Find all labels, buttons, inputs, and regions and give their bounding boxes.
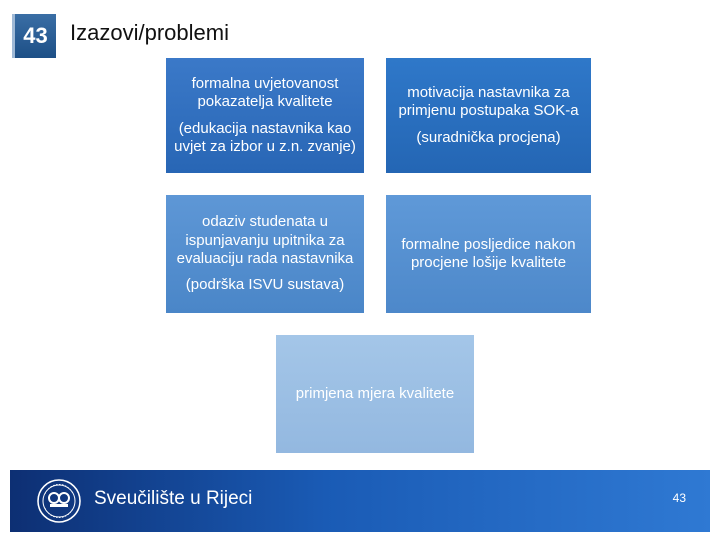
box-main-text: odaziv studenata u ispunjavanju upitnika za evaluaciju rada nastavnika — [176, 213, 354, 267]
box-sub-text: (edukacija nastavnika kao uvjet za izbor u z.n. zvanje) — [174, 119, 356, 155]
university-seal-icon — [36, 478, 82, 524]
box-main-text: primjena mjera kvalitete — [295, 384, 455, 402]
box-formal-consequences — [386, 195, 591, 313]
box-main-text: formalna uvjetovanost pokazatelja kvalitete — [191, 74, 339, 111]
slide-number-badge — [12, 14, 56, 58]
box-main-text: motivacija nastavnika za primjenu postupaka SOK-a — [398, 84, 579, 120]
footer-page-number: 43 — [672, 491, 686, 505]
footer-bar — [10, 470, 710, 532]
university-name: Sveučilište u Rijeci — [94, 488, 253, 509]
box-sub-text: (podrška ISVU sustava) — [185, 276, 345, 294]
box-student-response — [166, 195, 364, 313]
box-quality-measures — [276, 335, 474, 453]
box-sub-text: (suradnička procjena) — [416, 128, 561, 146]
box-teacher-motivation — [386, 58, 591, 173]
page-title: Izazovi/problemi — [70, 20, 229, 45]
slide-number: 43 — [23, 23, 48, 48]
box-formal-indicators — [166, 58, 364, 173]
box-main-text: formalne posljedice nakon procjene lošije kvalitete — [401, 235, 576, 271]
